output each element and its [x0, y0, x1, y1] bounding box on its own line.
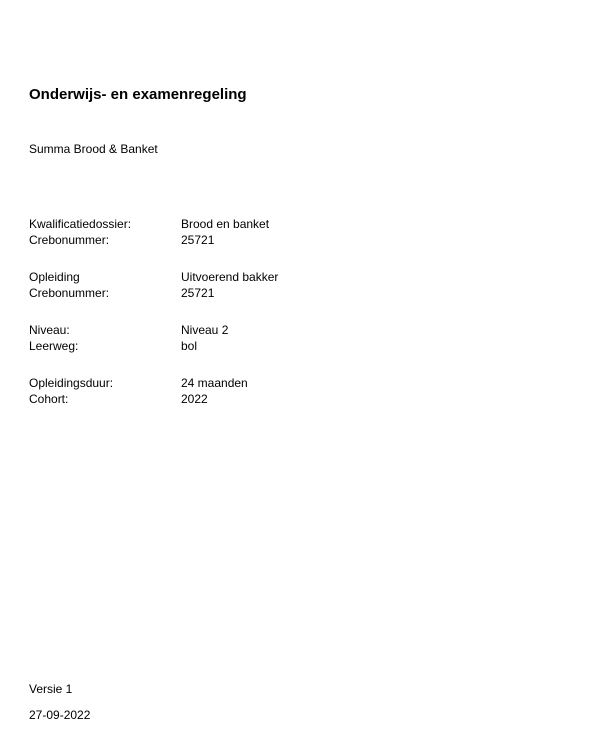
info-value: 25721: [181, 233, 215, 247]
info-value: 2022: [181, 392, 208, 406]
info-group-duration: [29, 375, 248, 407]
info-group-program: [29, 269, 278, 301]
page-title: Onderwijs- en examenregeling: [29, 86, 247, 103]
info-label: Crebonummer:: [29, 233, 110, 247]
info-value: Niveau 2: [181, 323, 229, 337]
info-group-level: [29, 322, 228, 354]
info-label: Leerweg:: [29, 339, 79, 353]
info-row: [29, 285, 278, 301]
info-value: 24 maanden: [181, 376, 248, 390]
info-row: [29, 216, 269, 232]
info-label: Kwalificatiedossier:: [29, 217, 132, 231]
date-label: 27-09-2022: [29, 708, 91, 722]
info-label: Opleidingsduur:: [29, 376, 114, 390]
info-label: Niveau:: [29, 323, 70, 337]
info-value: Brood en banket: [181, 217, 270, 231]
info-row: [29, 338, 228, 354]
info-label: Cohort:: [29, 392, 69, 406]
info-value: bol: [181, 339, 198, 353]
version-label: Versie 1: [29, 682, 73, 696]
info-label: Opleiding: [29, 270, 80, 284]
info-row: [29, 391, 248, 407]
info-row: [29, 232, 269, 248]
info-row: [29, 322, 228, 338]
info-label: Crebonummer:: [29, 286, 110, 300]
info-group-qualification: [29, 216, 269, 248]
info-value: Uitvoerend bakker: [181, 270, 279, 284]
info-row: [29, 375, 248, 391]
info-value: 25721: [181, 286, 215, 300]
organization-name: Summa Brood & Banket: [29, 142, 158, 156]
info-row: [29, 269, 278, 285]
